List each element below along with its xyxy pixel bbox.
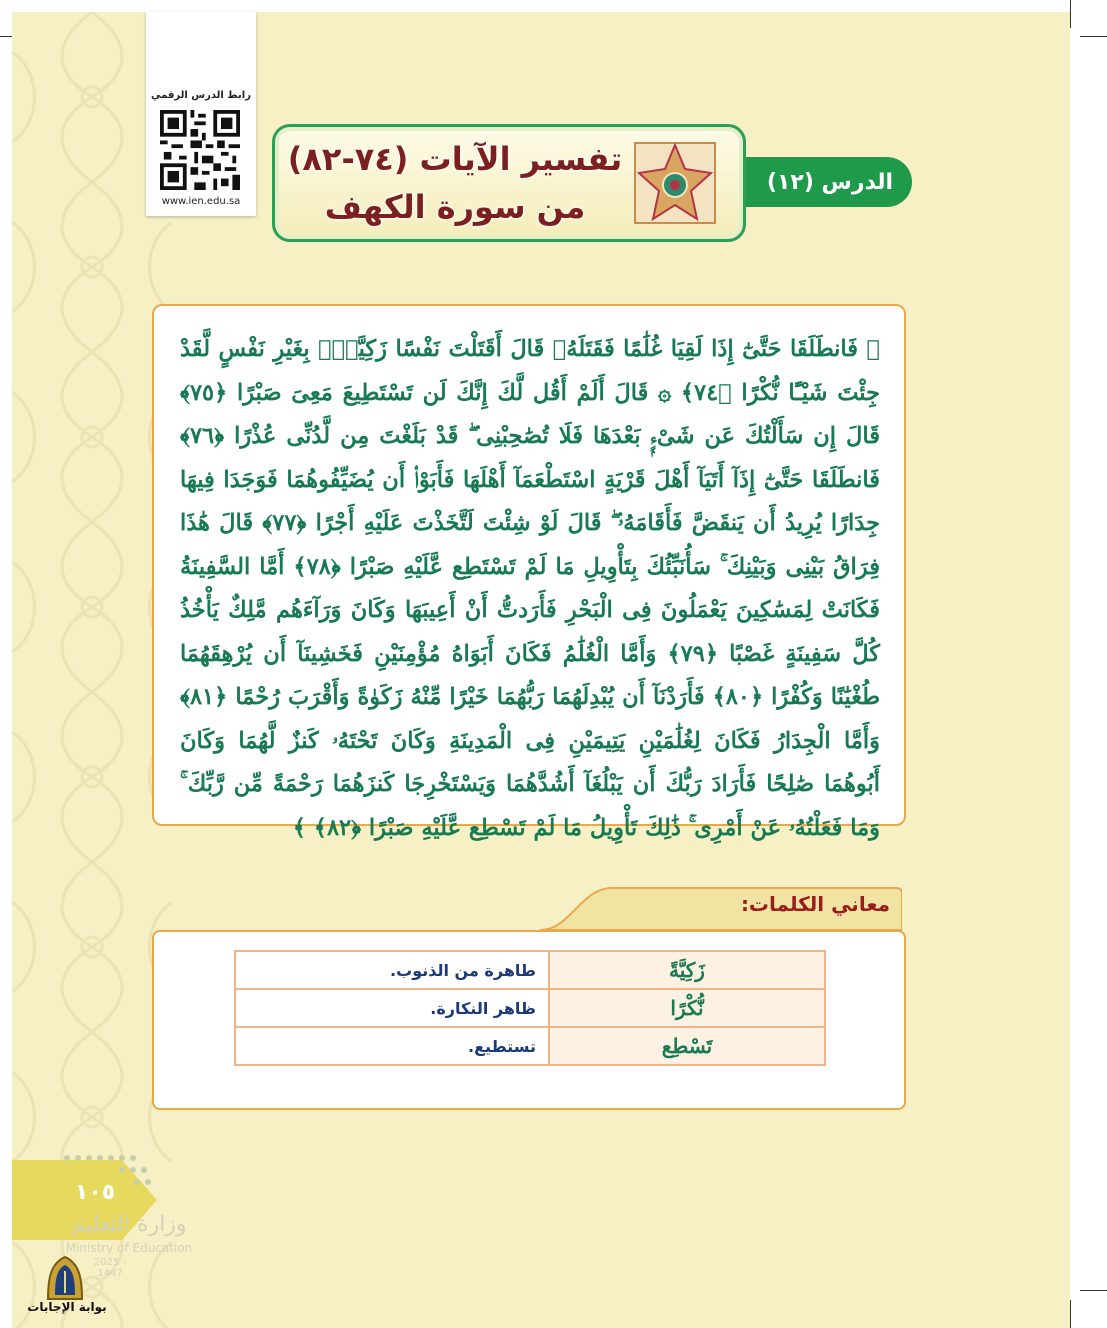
word-cell: تَسْطِع xyxy=(549,1027,825,1065)
meaning-cell: تستطيع. xyxy=(235,1027,549,1065)
crop-mark xyxy=(1080,36,1107,37)
qr-code-icon[interactable] xyxy=(160,110,240,190)
qr-url[interactable]: www.ien.edu.sa xyxy=(161,196,241,207)
ministry-name-ar: وزارة التعليم xyxy=(71,1212,187,1237)
meaning-cell: طاهرة من الذنوب. xyxy=(235,951,549,989)
quran-verses: ﴿ فَانطَلَقَا حَتَّىٰٓ إِذَا لَقِيَا غُلَٰمًا فَقَتَلَهُۥ قَالَ أَقَتَلْتَ نَفْسًا زَكِيَّةًۢ بِغَيْرِ نَفْسٍ لَّقَدْ جِئْتَ شَيْـًٔا نُّكْرًا ﴿٧٤﴾ ۞ قَالَ أَلَمْ أَقُل لَّكَ إِنَّكَ لَن تَسْتَطِيعَ مَعِىَ صَبْرًا ﴿٧٥﴾ قَالَ إِن سَأَلْتُكَ عَن شَىْءٍۭ بَعْدَهَا فَلَا تُصَٰحِبْنِى ۖ قَدْ بَلَغْتَ مِن لَّدُنِّى عُذْرًا ﴿٧٦﴾ فَانطَلَقَا حَتَّىٰٓ إِذَآ أَتَيَآ أَهْلَ قَرْيَةٍ اسْتَطْعَمَآ أَهْلَهَا فَأَبَوْا۟ أَن يُضَيِّفُوهُمَا فَوَجَدَا فِيهَا جِدَارًا يُرِيدُ أَن يَنقَضَّ فَأَقَامَهُۥ ۖ قَالَ لَوْ شِئْتَ لَتَّخَذْتَ عَلَيْهِ أَجْرًا ﴿٧٧﴾ قَالَ هَٰذَا فِرَاقُ بَيْنِى وَبَيْنِكَ ۚ سَأُنَبِّئُكَ بِتَأْوِيلِ مَا لَمْ تَسْتَطِع عَّلَيْهِ صَبْرًا ﴿٧٨﴾ أَمَّا السَّفِينَةُ فَكَانَتْ لِمَسَٰكِينَ يَعْمَلُونَ فِى الْبَحْرِ فَأَرَدتُّ أَنْ أَعِيبَهَا وَكَانَ وَرَآءَهُم مَّلِكٌ يَأْخُذُ كُلَّ سَفِينَةٍ غَصْبًا ﴿٧٩﴾ وَأَمَّا الْغُلَٰمُ فَكَانَ أَبَوَاهُ مُؤْمِنَيْنِ فَخَشِينَآ أَن يُرْهِقَهُمَا طُغْيَٰنًا وَكُفْرًا ﴿٨٠﴾ فَأَرَدْنَآ أَن يُبْدِلَهُمَا رَبُّهُمَا خَيْرًا مِّنْهُ زَكَوٰةً وَأَقْرَبَ رُحْمًا ﴿٨١﴾ وَأَمَّا الْجِدَارُ فَكَانَ لِغُلَٰمَيْنِ يَتِيمَيْنِ فِى الْمَدِينَةِ وَكَانَ تَحْتَهُۥ كَنزٌ لَّهُمَا وَكَانَ أَبُوهُمَا صَٰلِحًا فَأَرَادَ رَبُّكَ أَن يَبْلُغَآ أَشُدَّهُمَا وَيَسْتَخْرِجَا كَنزَهُمَا رَحْمَةً مِّن رَّبِّكَ ۚ وَمَا فَعَلْتُهُۥ عَنْ أَمْرِى ۚ ذَٰلِكَ تَأْوِيلُ مَا لَمْ تَسْطِع عَّلَيْهِ صَبْرًا ﴿٨٢﴾ ﴾ xyxy=(180,336,880,841)
crop-mark xyxy=(1070,0,1071,28)
meanings-table xyxy=(234,950,826,1066)
answers-gate-logo-icon xyxy=(40,1255,90,1301)
page-number: ١٠٥ xyxy=(74,1180,116,1205)
lesson-title-frame xyxy=(272,124,746,242)
answers-gate-label: بوابة الإجابات xyxy=(27,1300,107,1314)
star-ornament-icon xyxy=(631,139,719,227)
meaning-cell: ظاهر النكارة. xyxy=(235,989,549,1027)
meanings-heading: معاني الكلمات: xyxy=(740,892,890,916)
table-row xyxy=(235,951,825,989)
word-cell: زَكِيَّةً xyxy=(549,951,825,989)
qr-label: رابط الدرس الرقمي xyxy=(151,90,251,101)
table-row xyxy=(235,1027,825,1065)
table-row xyxy=(235,989,825,1027)
title-line-1: تفسير الآيات (٧٤-٨٢) xyxy=(287,140,623,178)
qr-panel xyxy=(146,12,256,216)
crop-mark xyxy=(1070,1300,1071,1328)
lesson-title xyxy=(285,135,625,231)
ministry-year: 2025 - 1447 xyxy=(93,1257,127,1279)
verses-box xyxy=(152,304,906,841)
ministry-name-en: Ministry of Education xyxy=(65,1241,193,1255)
word-cell: نُّكْرًا xyxy=(549,989,825,1027)
title-line-2: من سورة الكهف xyxy=(324,188,586,226)
lesson-number-badge: الدرس (١٢) xyxy=(720,157,912,207)
crop-mark xyxy=(1080,1290,1107,1291)
